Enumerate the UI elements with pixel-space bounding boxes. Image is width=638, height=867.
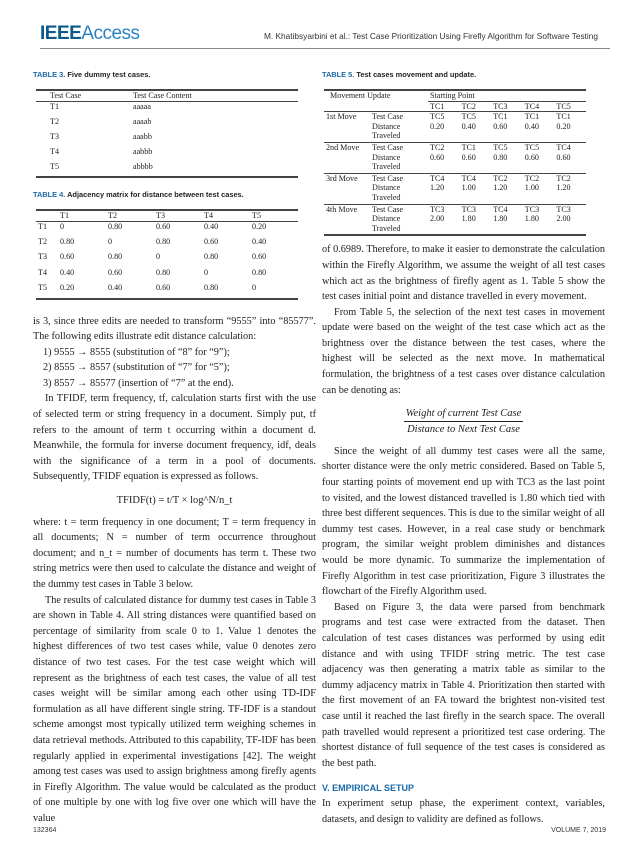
table-row: [36, 132, 298, 147]
table-cell: TC3: [523, 204, 555, 214]
paragraph: of 0.6989. Therefore, to make it easier to demonstrate the calculation within the Firefly Algorithm, we assume the weight of all test cases which act as the brightness of firefly agent as 1. Table 5 show the test cases initial point and distance travelled in every movement.: [322, 244, 606, 303]
table-cell: TC3: [428, 204, 460, 214]
right-body: [322, 242, 605, 827]
table-cell: 0.40: [108, 283, 123, 292]
table-cell: 0.60: [461, 152, 476, 162]
table3-caption: TABLE 3. Five dummy test cases.: [33, 70, 151, 79]
table-cell: TC1: [523, 112, 555, 122]
table-row: [36, 283, 298, 299]
table-cell: TC1: [491, 112, 523, 122]
table-cell: 0.60: [493, 121, 508, 131]
table-cell: 1.80: [493, 214, 508, 224]
list-item: 2) 8555 → 8557 (substitution of “7” for “5”);: [43, 362, 230, 374]
row-label: Distance Traveled: [372, 214, 401, 233]
column-header: Starting Point: [428, 90, 586, 101]
table-cell: aabbb: [133, 146, 153, 156]
table-cell: 1.20: [493, 183, 508, 193]
table-row: [324, 204, 586, 214]
move-label: 1st Move: [324, 112, 370, 143]
table-cell: 1.20: [556, 183, 571, 193]
table5: [324, 89, 586, 236]
table-cell: 2.00: [556, 214, 571, 224]
table-cell: 0.60: [524, 152, 539, 162]
table-cell: 0.20: [430, 121, 445, 131]
table-cell: 0.40: [204, 221, 219, 231]
column-header: TC1: [428, 101, 460, 112]
table-cell: 0.80: [252, 267, 267, 277]
right-column: [322, 70, 605, 828]
table-cell: 0.40: [252, 236, 267, 246]
table-cell: T3: [38, 252, 47, 261]
column-header: [36, 210, 58, 222]
row-label: Distance Traveled: [372, 121, 401, 141]
table-cell: 2.00: [430, 214, 445, 224]
row-label: Test Case: [370, 173, 428, 183]
table-cell: 0.40: [60, 267, 75, 277]
table-cell: 0.80: [493, 152, 508, 162]
table-cell: TC5: [491, 142, 523, 152]
table-row: [36, 102, 298, 117]
table-cell: 0.40: [524, 121, 539, 131]
table4: [36, 209, 298, 300]
table-cell: 0.60: [204, 236, 219, 246]
table-cell: 0: [252, 283, 257, 292]
table-cell: 0.80: [60, 236, 75, 246]
table-cell: T1: [50, 102, 59, 111]
empty-cell: [324, 101, 370, 112]
table-cell: aaaaa: [133, 102, 151, 111]
table-cell: 0.80: [156, 267, 171, 277]
list-item: 1) 9555 → 8555 (substitution of “8” for “9”);: [43, 346, 230, 358]
column-header: T4: [202, 210, 250, 222]
page-number: 132364: [33, 827, 57, 834]
table4-caption: TABLE 4. Adjacency matrix for distance between test cases.: [33, 189, 244, 199]
brightness-equation: $\frac{\text{Weight of current Test Case}}{\text{Distance to Next Test Case}}$: [405, 408, 522, 436]
table-cell: T1: [38, 221, 47, 231]
table-row: [36, 147, 298, 162]
column-header: T2: [106, 210, 154, 222]
table-header-row: [324, 101, 586, 112]
column-header: TC4: [523, 101, 555, 112]
table-cell: 0.80: [108, 221, 123, 231]
column-header: T3: [154, 210, 202, 222]
table-cell: TC2: [554, 173, 586, 183]
column-header: TC2: [460, 101, 492, 112]
table-cell: 1.00: [461, 183, 476, 193]
table-cell: 0.60: [556, 152, 571, 162]
table-cell: TC2: [523, 173, 555, 183]
table-header-row: [36, 210, 298, 222]
move-label: 4th Move: [324, 204, 370, 235]
column-header: Test Case Content: [131, 90, 298, 102]
journal-logo: IEEEAccess: [40, 23, 140, 44]
volume-info: VOLUME 7, 2019: [551, 827, 606, 834]
table-cell: 0.40: [461, 121, 476, 131]
table-header-row: [324, 90, 586, 101]
table-row: [36, 221, 298, 237]
table-cell: T2: [38, 236, 47, 246]
table-cell: T5: [38, 283, 47, 292]
table-cell: 0.60: [60, 252, 75, 261]
left-column: [33, 70, 316, 827]
table-cell: T2: [50, 116, 59, 126]
table-cell: 1.80: [461, 214, 476, 224]
row-label: Test Case: [370, 142, 428, 152]
paragraph: Based on Figure 3, the data were parsed from benchmark programs and test case were extracted from the dataset. Then calculation of test cases distances was performed by using edit distance and with using TFIDF string metric. The test case adjacency was then generating a matrix table as similar to the dummy adjacency matrix in Table 4. Prioritization then started with the first movement of an FA toward the brightest non-visited test case until it reached the last firefly in the search space. The overall path travelled would represent a prioritized test case ordering. The shortest distance of full sequence of the test cases is considered as the best path.: [322, 601, 605, 769]
column-header: Test Case: [36, 90, 131, 102]
column-header: TC5: [554, 101, 586, 112]
paragraph: Since the weight of all dummy test cases were all the same, shorter distance were the only metric considered. Based on Table 5, four starting points of movement end up with TC3 as the last point to visited, and the lowest distanced travelled is 1.80 which tied with three best different sequences. This is due to the similar weight of all dummy test cases. However, in a real case study or benchmark program, the similar weight problem diminishes and distances would be more dynamic. To summarize the implementation of Firefly Algorithm in test case prioritization, Figure 3 illustrates the flowchart of the Firefly Algorithm used.: [322, 445, 605, 598]
table-row: [36, 237, 298, 253]
table-cell: abbbb: [133, 161, 153, 171]
column-header: TC3: [491, 101, 523, 112]
section-heading: V. EMPIRICAL SETUP: [322, 783, 415, 794]
table-cell: TC1: [554, 112, 586, 122]
table-cell: 1.80: [524, 214, 539, 224]
paragraph: is 3, since three edits are needed to transform “9555” into “85577”. The following edits illustrate edit distance calculation:: [33, 315, 316, 343]
row-label: Test Case: [370, 204, 428, 214]
tfidf-equation: TFIDF(t) = t/T × log^N/n_t: [116, 495, 233, 507]
table-cell: TC1: [460, 142, 492, 152]
table-cell: TC3: [554, 204, 586, 214]
table-row: [324, 112, 586, 122]
table-header-row: [36, 90, 298, 102]
paragraph: In TFIDF, term frequency, tf, calculation starts first with the use of selected term or string frequency in a document. Simply put, tf refers to the amount of term t occurring within a document d. Meanwhile, the formula for inverse document frequency, idf, deals with the significance of a term in a pool of documents. Subsequently, TFIDF equation is expressed as follows.: [33, 393, 316, 483]
table-cell: T4: [50, 146, 59, 156]
paragraph: In experiment setup phase, the experiment context, variables, datasets, and design to validity are defined as follows.: [322, 798, 605, 825]
table-cell: T3: [50, 131, 59, 141]
table-cell: 0: [108, 236, 113, 246]
list-item: 3) 8557 → 85577 (insertion of “7” at the end).: [43, 377, 234, 389]
table-cell: 0.60: [156, 221, 171, 231]
table-cell: 0.80: [204, 252, 219, 261]
table-row: [36, 162, 298, 177]
table-cell: TC4: [428, 173, 460, 183]
table-cell: 0: [156, 252, 161, 261]
column-header: Movement Update: [330, 91, 391, 100]
table-cell: aaabb: [133, 131, 152, 141]
table-cell: 0.60: [108, 267, 123, 277]
move-label: 2nd Move: [324, 142, 370, 173]
table-cell: TC5: [428, 112, 460, 122]
table-cell: TC5: [460, 112, 492, 122]
table3: [36, 89, 298, 178]
table-cell: 0.80: [156, 236, 171, 246]
row-label: Distance Traveled: [372, 183, 401, 202]
row-label: Distance Traveled: [372, 152, 401, 172]
table-cell: 0.20: [60, 283, 75, 292]
table-cell: 1.20: [430, 183, 445, 193]
table-row: [324, 142, 586, 152]
table-cell: 0.60: [156, 283, 171, 292]
table-cell: TC4: [554, 142, 586, 152]
table-cell: 0.20: [556, 121, 571, 131]
table-cell: aaaab: [133, 116, 152, 126]
paragraph: The results of calculated distance for dummy test cases in Table 3 are shown in Table 4. All string distances were quantified based on percentage of similarity from scale 0 to 1. Value 1 denotes the highest differences of two test cases while, value 0 denotes zero distance of two test cases. For the test case weight which will represent as the brightness of each test cases, the value of all test cases weight will be similar among each other using TD-IDF formulation as all have different single string. TF-IDF is a standout scheme amongst most typically utilized term weighing schemes in data retrieval methods. Attributed to this capability, TF-IDF has been regularly applied in experimental investigations [42]. The weight among test cases was used to assign brightness among firefly agents in Firefly Algorithm. The value would be calculated as the product of one multiple by one with log five over one which will have the value: [33, 594, 316, 824]
table-cell: 0.60: [430, 152, 445, 162]
column-header: T5: [250, 210, 298, 222]
table-cell: T5: [50, 161, 59, 171]
table5-caption: TABLE 5. Test cases movement and update.: [322, 70, 477, 79]
running-title: M. Khatibsyarbini et al.: Test Case Prioritization Using Firefly Algorithm for Software Testing: [263, 31, 598, 41]
table-cell: 0.80: [204, 283, 219, 292]
table-cell: TC4: [491, 204, 523, 214]
row-label: Test Case: [370, 112, 428, 122]
table-row: [36, 268, 298, 284]
table-cell: 0: [204, 267, 209, 277]
table-cell: TC5: [523, 142, 555, 152]
column-header: T1: [58, 210, 106, 222]
paragraph: where: t = term frequency in one document; T = term frequency in all documents; N = number of term occurrence throughout document; and n_t = number of documents has term t. These two string metrics were then used to calculate the distance and weight of the dummy test cases in Table 3 below.: [33, 516, 316, 590]
table-row: [324, 173, 586, 183]
table-cell: 0.80: [108, 252, 123, 261]
table-row: [36, 117, 298, 132]
table-cell: TC2: [491, 173, 523, 183]
left-body: [33, 314, 316, 827]
table-cell: 0: [60, 221, 65, 231]
table-row: [36, 252, 298, 268]
move-label: 3rd Move: [324, 173, 370, 204]
table-cell: TC2: [428, 142, 460, 152]
table-cell: 0.60: [252, 252, 267, 261]
table-cell: 1.00: [524, 183, 539, 193]
table-cell: T4: [38, 267, 47, 277]
header-rule: [40, 48, 610, 49]
empty-cell: [370, 101, 428, 112]
table-cell: 0.20: [252, 221, 267, 231]
table-cell: TC4: [460, 173, 492, 183]
table-cell: TC3: [460, 204, 492, 214]
paragraph: From Table 5, the selection of the next test cases in movement update were based on the weight of the test case which act as the brightness over the distance between the test cases, where the highest will be selected as the next move. In mathematical formulation, the brightness of a test cases over distance calculation can be denoting as:: [322, 306, 605, 396]
